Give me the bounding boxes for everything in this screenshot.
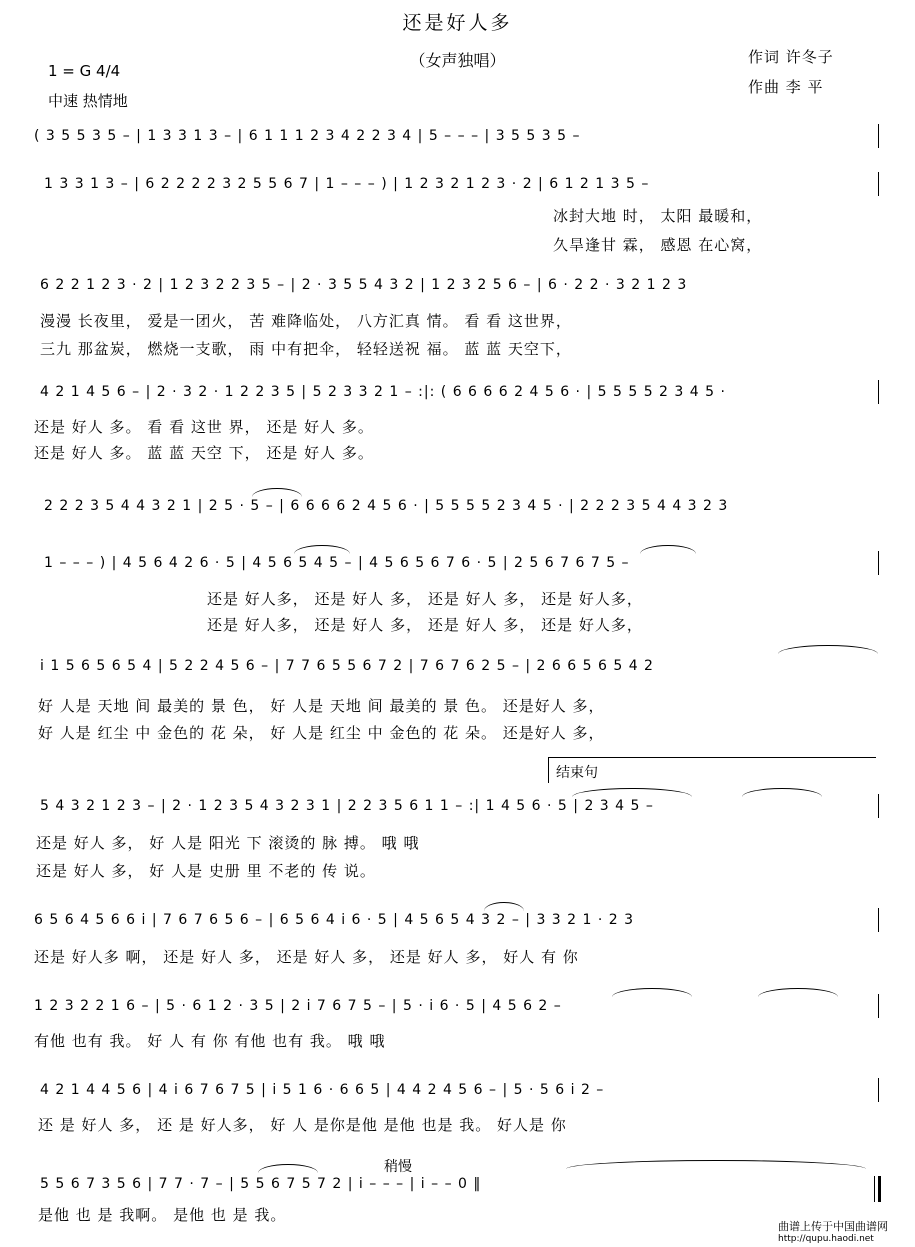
slur-mark (758, 988, 838, 997)
score-row-4-lyrics-2: 还是 好人 多。 蓝 蓝 天空 下， 还是 好人 多。 (34, 444, 374, 462)
row-11-end-barline (878, 1078, 879, 1102)
score-row-8-lyrics-2: 还是 好人 多， 好 人是 史册 里 不老的 传 说。 (36, 862, 376, 880)
lyricist-credit: 作词 许冬子 (748, 48, 834, 66)
score-row-7-lyrics-2: 好 人是 红尘 中 金色的 花 朵， 好 人是 红尘 中 金色的 花 朵。 还是好人 多， (38, 724, 605, 742)
score-row-12-notes: 5 5 6 7 3 5 6 | 7 7 · 7 – | 5 5 6 7 5 7 2 | i – – – | i – – 0 ‖ (40, 1176, 482, 1192)
row-1-end-barline (878, 124, 879, 148)
score-row-10-notes: 1 2 3 2 2 1 6 – | 5 · 6 1 2 · 3 5 | 2 i 7 6 7 5 – | 5 · i 6 · 5 | 4 5 6 2 – (34, 998, 562, 1014)
key-signature: 1 = G 4/4 (48, 62, 121, 80)
composer-credit: 作曲 李 平 (748, 78, 824, 96)
page-subtitle: （女声独唱） (409, 51, 506, 70)
slur-mark (566, 1160, 866, 1169)
score-row-4-lyrics-1: 还是 好人 多。 看 看 这世 界， 还是 好人 多。 (34, 418, 374, 436)
row-2-end-barline (878, 172, 879, 196)
score-row-2-lyrics-1: 冰封大地 时， 太阳 最暖和， (553, 207, 763, 225)
slur-mark (484, 902, 524, 911)
score-row-9-notes: 6 5 6 4 5 6 6 i | 7 6 7 6 5 6 – | 6 5 6 4 i 6 · 5 | 4 5 6 5 4 3 2 – | 3 3 2 1 · 2 3 (34, 912, 635, 928)
final-barline-thin (874, 1176, 875, 1202)
score-row-12-lyrics-1: 是他 也 是 我啊。 是他 也 是 我。 (38, 1206, 287, 1224)
row-6-end-barline (878, 551, 879, 575)
tempo-marking: 中速 热情地 (48, 92, 128, 110)
score-row-7-notes: i 1 5 6 5 6 5 4 | 5 2 2 4 5 6 – | 7 7 6 5 5 6 7 2 | 7 6 7 6 2 5 – | 2 6 6 5 6 5 4 2 (40, 658, 654, 674)
score-row-3-lyrics-1: 漫漫 长夜里， 爱是一团火， 苦 难降临处， 八方汇真 情。 看 看 这世界， (40, 312, 572, 330)
score-row-6-lyrics-2: 还是 好人多， 还是 好人 多， 还是 好人 多， 还是 好人多， (207, 616, 643, 634)
score-row-9-lyrics-1: 还是 好人多 啊， 还是 好人 多， 还是 好人 多， 还是 好人 多， 好人 有 你 (34, 948, 579, 966)
footer-url: http://qupu.haodi.net (778, 1234, 874, 1244)
slur-mark (778, 645, 878, 654)
score-row-2-lyrics-2: 久旱逢甘 霖， 感恩 在心窝， (553, 236, 763, 254)
ending-label: 结束句 (556, 765, 598, 781)
score-row-8-lyrics-1: 还是 好人 多， 好 人是 阳光 下 滚烫的 脉 搏。 哦 哦 (36, 834, 420, 852)
ending-bracket-side (548, 757, 549, 783)
slower-marking: 稍慢 (384, 1159, 412, 1175)
slur-mark (252, 488, 302, 497)
ending-bracket-top (548, 757, 876, 758)
row-9-end-barline (878, 908, 879, 932)
row-10-end-barline (878, 994, 879, 1018)
score-row-5-notes: 2 2 2 3 5 4 4 3 2 1 | 2 5 · 5 – | 6 6 6 6 2 4 5 6 · | 5 5 5 5 2 3 4 5 · | 2 2 2 3 5 4 4 3 2 3 (44, 498, 729, 514)
score-row-3-notes: 6 2 2 1 2 3 · 2 | 1 2 3 2 2 3 5 – | 2 · 3 5 5 4 3 2 | 1 2 3 2 5 6 – | 6 · 2 2 · 3 2 1 2 3 (40, 277, 688, 293)
page-title: 还是好人多 (402, 12, 513, 34)
final-barline-thick (878, 1176, 881, 1202)
slur-mark (742, 788, 822, 797)
score-row-8-notes: 5 4 3 2 1 2 3 – | 2 · 1 2 3 5 4 3 2 3 1 | 2 2 3 5 6 1 1 – :| 1 4 5 6 · 5 | 2 3 4 5 – (40, 798, 654, 814)
score-row-7-lyrics-1: 好 人是 天地 间 最美的 景 色， 好 人是 天地 间 最美的 景 色。 还是好人 多， (38, 697, 605, 715)
row-8-end-barline (878, 794, 879, 818)
slur-mark (294, 545, 350, 554)
score-row-6-notes: 1 – – – ) | 4 5 6 4 2 6 · 5 | 4 5 6 5 4 5 – | 4 5 6 5 6 7 6 · 5 | 2 5 6 7 6 7 5 – (44, 555, 630, 571)
score-row-6-lyrics-1: 还是 好人多， 还是 好人 多， 还是 好人 多， 还是 好人多， (207, 590, 643, 608)
score-row-2-notes: 1 3 3 1 3 – | 6 2 2 2 2 3 2 5 5 6 7 | 1 – – – ) | 1 2 3 2 1 2 3 · 2 | 6 1 2 1 3 5 – (44, 176, 650, 192)
score-row-4-notes: 4 2 1 4 5 6 – | 2 · 3 2 · 1 2 2 3 5 | 5 2 3 3 2 1 – :|: ( 6 6 6 6 2 4 5 6 · | 5 5 5 5 2 3 4 5 · (40, 384, 726, 400)
footer-source: 曲谱上传于中国曲谱网 (778, 1220, 888, 1233)
slur-mark (612, 988, 692, 997)
slur-mark (572, 788, 692, 797)
score-row-11-lyrics-1: 还 是 好人 多， 还 是 好人多， 好 人 是你是他 是他 也是 我。 好人是 你 (38, 1116, 567, 1134)
slur-mark (258, 1164, 318, 1173)
score-row-3-lyrics-2: 三九 那盆炭， 燃烧一支歌， 雨 中有把伞， 轻轻送祝 福。 蓝 蓝 天空下， (40, 340, 572, 358)
score-row-10-lyrics-1: 有他 也有 我。 好 人 有 你 有他 也有 我。 哦 哦 (34, 1032, 386, 1050)
row-4-end-barline (878, 380, 879, 404)
slur-mark (640, 545, 696, 554)
score-row-11-notes: 4 2 1 4 4 5 6 | 4 i 6 7 6 7 5 | i 5 1 6 · 6 6 5 | 4 4 2 4 5 6 – | 5 · 5 6 i 2 – (40, 1082, 605, 1098)
score-row-1-notes: ( 3 5 5 3 5 – | 1 3 3 1 3 – | 6 1 1 1 2 3 4 2 2 3 4 | 5 – – – | 3 5 5 3 5 – (34, 128, 581, 144)
